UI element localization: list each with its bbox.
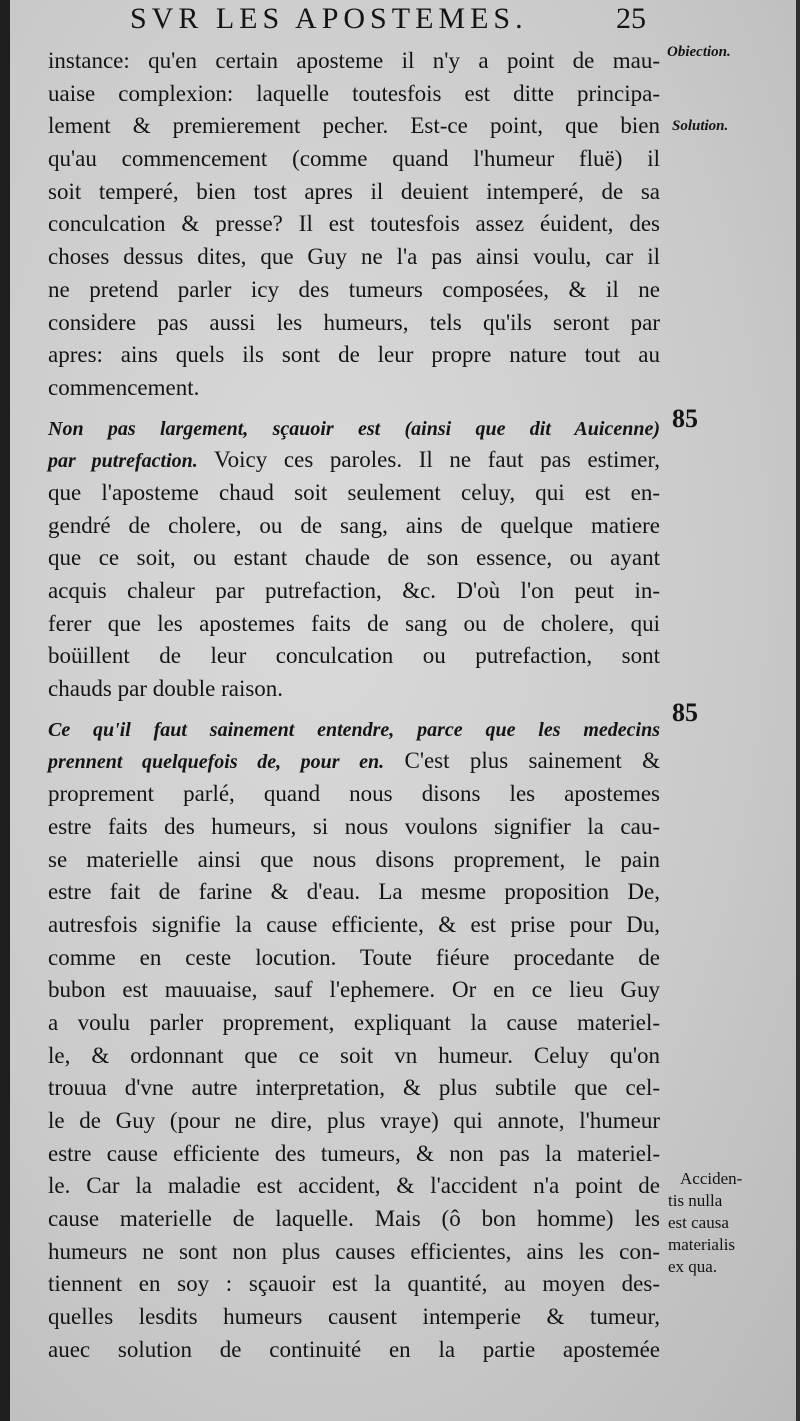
- page-number: 25: [616, 2, 646, 35]
- lemma: prennent quelquefois de, pour en.: [48, 751, 385, 774]
- text-line: [48, 444, 660, 477]
- lemma: par putrefaction.: [48, 450, 198, 473]
- text-line: estre cause efficiente des tumeurs, & non pas la materiel-: [48, 1140, 660, 1166]
- margin-note-line: est causa: [668, 1213, 729, 1232]
- page-right-edge: [796, 0, 800, 1421]
- page-left-edge: [0, 0, 10, 1421]
- text-line: le, & ordonnant que ce soit vn humeur. Celuy qu'on: [48, 1042, 660, 1068]
- text-line: comme en ceste locution. Toute fiéure procedante de: [48, 944, 660, 970]
- lemma-line: [48, 713, 660, 746]
- margin-note-line: tis nulla: [668, 1191, 723, 1210]
- text-line: bubon est mauuaise, sauf l'ephemere. Or en ce lieu Guy: [48, 977, 660, 1003]
- text-line: apres: ains quels ils sont de leur propre nature tout au: [48, 342, 660, 368]
- text-line: commencement.: [48, 374, 200, 400]
- text-line: estre faits des humeurs, si nous voulons signifier la cau-: [48, 813, 660, 839]
- text-line: humeurs ne sont non plus causes efficientes, ains les con-: [48, 1238, 660, 1264]
- paragraph: [48, 45, 660, 405]
- text-line: estre fait de farine & d'eau. La mesme proposition De,: [48, 879, 660, 905]
- margin-note-line: ex qua.: [668, 1257, 718, 1276]
- text-line: ne pretend parler icy des tumeurs composées, & il ne: [48, 276, 660, 302]
- text-line: instance: qu'en certain aposteme il n'y a point de mau-: [48, 48, 660, 73]
- lemma: Non pas largement, sçauoir est (ainsi que dit Auicenne): [48, 417, 660, 440]
- text-line: quelles lesdits humeurs causent intemperie & tumeur,: [48, 1304, 660, 1330]
- text-span: C'est plus sainement &: [384, 748, 660, 774]
- margin-note-number: 85: [672, 698, 698, 727]
- text-line: le de Guy (pour ne dire, plus vraye) qui annote, l'humeur: [48, 1108, 660, 1133]
- text-line: chauds par double raison.: [48, 676, 284, 702]
- text-line: soit temperé, bien tost apres il deuient intemperé, de sa: [48, 178, 660, 204]
- text-line: autresfois signifie la cause efficiente, & est prise pour Du,: [48, 911, 660, 937]
- text-span: Voicy ces paroles. Il ne faut pas estimer,: [197, 447, 660, 473]
- text-line: qu'au commencement (comme quand l'humeur fluë) il: [48, 146, 660, 172]
- margin-note-line: materialis: [668, 1235, 736, 1254]
- margin-note-line: Acciden-: [680, 1169, 743, 1188]
- text-line: considere pas aussi les humeurs, tels qu'ils seront par: [48, 309, 660, 335]
- text-line: trouua d'vne autre interpretation, & plus subtile que cel-: [48, 1075, 660, 1101]
- text-line: auec solution de continuité en la partie apostemée: [48, 1336, 660, 1362]
- lemma-line: [48, 412, 660, 445]
- text-line: conculcation & presse? Il est toutesfois assez éuident, des: [48, 211, 660, 237]
- paragraph: [48, 713, 660, 1367]
- text-line: acquis chaleur par putrefaction, &c. D'où l'on peut in-: [48, 578, 660, 603]
- margin-note-solution: Solution.: [672, 118, 729, 134]
- text-line: a voulu parler proprement, expliquant la cause materiel-: [48, 1009, 660, 1035]
- text-line: choses dessus dites, que Guy ne l'a pas ainsi voulu, car il: [48, 244, 660, 270]
- text-line: que ce soit, ou estant chaude de son essence, ou ayant: [48, 545, 660, 571]
- margin-note-number: 85: [672, 404, 698, 433]
- body-text: [48, 45, 660, 1367]
- text-line: ferer que les apostemes faits de sang ou de cholere, qui: [48, 610, 660, 636]
- running-title: SVR LES APOSTEMES.: [130, 2, 528, 35]
- text-line: uaise complexion: laquelle toutesfois est ditte principa-: [48, 80, 660, 106]
- margin-note-objection: Obiection.: [667, 44, 731, 60]
- text-line: tiennent en soy : sçauoir est la quantité, au moyen des-: [48, 1271, 660, 1297]
- text-line: le. Car la maladie est accident, & l'accident n'a point de: [48, 1173, 660, 1199]
- text-line: cause materielle de laquelle. Mais (ô bon homme) les: [48, 1206, 660, 1232]
- text-line: lement & premierement pecher. Est-ce point, que bien: [48, 113, 660, 139]
- text-line: que l'aposteme chaud soit seulement celuy, qui est en-: [48, 479, 660, 505]
- text-line: gendré de cholere, ou de sang, ains de quelque matiere: [48, 512, 660, 538]
- text-line: [48, 745, 660, 778]
- paragraph: [48, 412, 660, 706]
- lemma: Ce qu'il faut sainement entendre, parce que les medecins: [48, 718, 660, 741]
- margin-note-accident: [666, 1168, 786, 1278]
- text-line: boüillent de leur conculcation ou putrefaction, sont: [48, 643, 660, 669]
- text-line: se materielle ainsi que nous disons proprement, le pain: [48, 846, 660, 872]
- text-line: proprement parlé, quand nous disons les apostemes: [48, 781, 660, 807]
